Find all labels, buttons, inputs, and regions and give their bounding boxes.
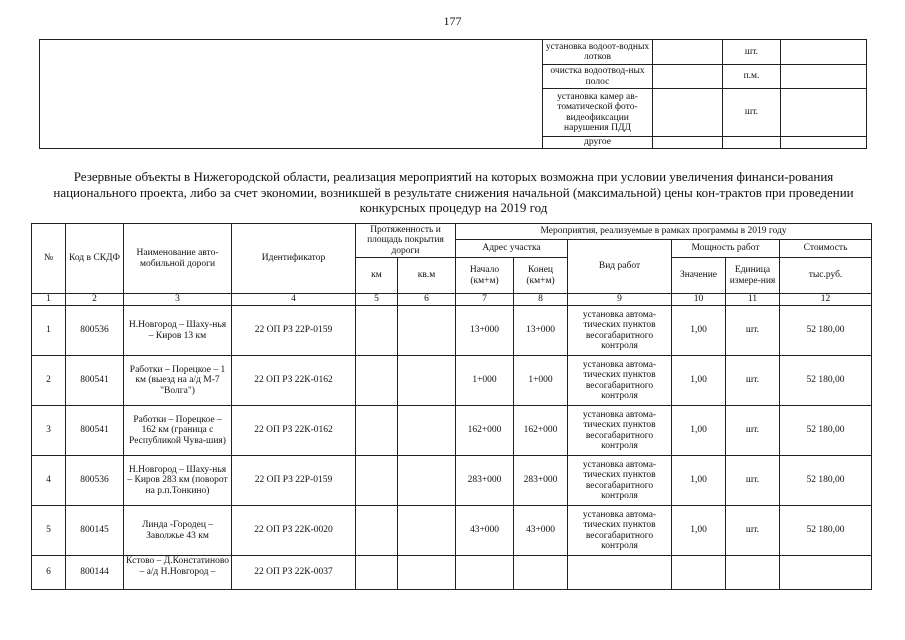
top-work-cell: другое (543, 137, 653, 149)
row-km (356, 506, 398, 556)
table-row (32, 356, 872, 406)
top-cost-cell (781, 65, 867, 89)
row-road-name: Работки – Порецкое – 162 км (граница с Республикой Чува-шия) (124, 406, 232, 456)
row-cost: 52 180,00 (780, 306, 872, 356)
row-road-name: Линда -Городец – Заволжье 43 км (124, 506, 232, 556)
header-end: Конец (км+м) (514, 258, 568, 294)
row-sqm (398, 456, 456, 506)
row-end: 43+000 (514, 506, 568, 556)
row-end: 13+000 (514, 306, 568, 356)
column-number: 9 (568, 294, 672, 306)
row-road-name: Работки – Порецкое – 1 км (выезд на а/д М-7 "Волга") (124, 356, 232, 406)
row-work-type: установка автома-тических пунктов весогабаритного контроля (568, 406, 672, 456)
row-unit: шт. (726, 506, 780, 556)
row-identifier: 22 ОП РЗ 22К-0162 (232, 356, 356, 406)
row-code: 800144 (66, 556, 124, 590)
row-km (356, 356, 398, 406)
row-sqm (398, 506, 456, 556)
row-identifier: 22 ОП РЗ 22К-0037 (232, 556, 356, 590)
row-cost: 52 180,00 (780, 356, 872, 406)
column-number-row (32, 294, 872, 306)
row-cost (780, 556, 872, 590)
header-capacity: Мощность работ (672, 240, 780, 258)
row-code: 800145 (66, 506, 124, 556)
top-work-cell: установка водоот-водных лотков (543, 40, 653, 65)
header-value: Значение (672, 258, 726, 294)
header-cost-unit: тыс.руб. (780, 258, 872, 294)
table-row (32, 506, 872, 556)
table-row (32, 406, 872, 456)
row-work-type: установка автома-тических пунктов весогабаритного контроля (568, 456, 672, 506)
row-num: 1 (32, 306, 66, 356)
column-number: 4 (232, 294, 356, 306)
row-num: 2 (32, 356, 66, 406)
row-num: 4 (32, 456, 66, 506)
top-work-cell: установка камер ав-томатической фото-видеофиксации нарушения ПДД (543, 89, 653, 137)
row-start: 1+000 (456, 356, 514, 406)
top-work-cell: очистка водоотвод-ных полос (543, 65, 653, 89)
top-cost-cell (781, 40, 867, 65)
row-km (356, 456, 398, 506)
row-work-type: установка автома-тических пунктов весогабаритного контроля (568, 506, 672, 556)
column-number: 10 (672, 294, 726, 306)
row-km (356, 556, 398, 590)
row-sqm (398, 356, 456, 406)
row-work-type: установка автома-тических пунктов весогабаритного контроля (568, 306, 672, 356)
objects-table (31, 223, 872, 590)
row-num: 3 (32, 406, 66, 456)
column-number: 1 (32, 294, 66, 306)
row-value: 1,00 (672, 506, 726, 556)
top-table (39, 39, 867, 149)
row-start: 162+000 (456, 406, 514, 456)
column-number: 7 (456, 294, 514, 306)
row-code: 800536 (66, 306, 124, 356)
row-value: 1,00 (672, 406, 726, 456)
top-cost-cell (781, 89, 867, 137)
row-start: 13+000 (456, 306, 514, 356)
header-road-name: Наименование авто-мобильной дороги (124, 224, 232, 294)
row-cost: 52 180,00 (780, 406, 872, 456)
row-sqm (398, 556, 456, 590)
row-km (356, 406, 398, 456)
row-value: 1,00 (672, 306, 726, 356)
row-unit (726, 556, 780, 590)
row-code: 800541 (66, 406, 124, 456)
header-unit: Единица измере-ния (726, 258, 780, 294)
top-value-cell (653, 65, 723, 89)
header-measures: Мероприятия, реализуемые в рамках программы в 2019 году (456, 224, 872, 240)
row-road-name: Н.Новгород – Шаху-нья – Киров 283 км (поворот на р.п.Тонкино) (124, 456, 232, 506)
row-identifier: 22 ОП РЗ 22Р-0159 (232, 456, 356, 506)
table-caption: Резервные объекты в Нижегородской области, реализация мероприятий на которых возможна при условии увеличения финанси-рования национального проекта, либо за счет экономии, возникшей в результате снижения начальной (максимальной) цены кон-трактов при проведении конкурсных процедур на 2019 год (53, 169, 854, 215)
top-unit-cell: шт. (723, 89, 781, 137)
row-work-type (568, 556, 672, 590)
row-end: 1+000 (514, 356, 568, 406)
header-code: Код в СКДФ (66, 224, 124, 294)
header-length: Протяженность и площадь покрытия дороги (356, 224, 456, 258)
row-cost: 52 180,00 (780, 506, 872, 556)
column-number: 3 (124, 294, 232, 306)
row-code: 800541 (66, 356, 124, 406)
row-identifier: 22 ОП РЗ 22К-0020 (232, 506, 356, 556)
header-num: № (32, 224, 66, 294)
row-value (672, 556, 726, 590)
header-start: Начало (км+м) (456, 258, 514, 294)
row-start: 43+000 (456, 506, 514, 556)
top-unit-cell: шт. (723, 40, 781, 65)
row-road-name: Н.Новгород – Шаху-нья – Киров 13 км (124, 306, 232, 356)
top-unit-cell: п.м. (723, 65, 781, 89)
row-sqm (398, 306, 456, 356)
header-cost: Стоимость (780, 240, 872, 258)
row-identifier: 22 ОП РЗ 22К-0162 (232, 406, 356, 456)
row-start (456, 556, 514, 590)
row-sqm (398, 406, 456, 456)
table-row (32, 556, 872, 590)
header-sqm: кв.м (398, 258, 456, 294)
row-end (514, 556, 568, 590)
column-number: 12 (780, 294, 872, 306)
table-row (32, 456, 872, 506)
row-road-name: Кстово – Д.Констатиново – а/д Н.Новгород – (124, 556, 232, 590)
column-number: 2 (66, 294, 124, 306)
row-value: 1,00 (672, 456, 726, 506)
table-row (32, 306, 872, 356)
row-num: 6 (32, 556, 66, 590)
row-unit: шт. (726, 306, 780, 356)
row-end: 283+000 (514, 456, 568, 506)
top-value-cell (653, 40, 723, 65)
top-table-empty-block (40, 40, 543, 149)
top-value-cell (653, 137, 723, 149)
row-num: 5 (32, 506, 66, 556)
top-unit-cell (723, 137, 781, 149)
row-code: 800536 (66, 456, 124, 506)
top-cost-cell (781, 137, 867, 149)
row-cost: 52 180,00 (780, 456, 872, 506)
row-work-type: установка автома-тических пунктов весогабаритного контроля (568, 356, 672, 406)
header-address: Адрес участка (456, 240, 568, 258)
row-unit: шт. (726, 456, 780, 506)
header-km: км (356, 258, 398, 294)
row-start: 283+000 (456, 456, 514, 506)
row-km (356, 306, 398, 356)
column-number: 11 (726, 294, 780, 306)
column-number: 8 (514, 294, 568, 306)
row-identifier: 22 ОП РЗ 22Р-0159 (232, 306, 356, 356)
row-end: 162+000 (514, 406, 568, 456)
header-identifier: Идентификатор (232, 224, 356, 294)
row-value: 1,00 (672, 356, 726, 406)
column-number: 6 (398, 294, 456, 306)
column-number: 5 (356, 294, 398, 306)
page-number: 177 (443, 14, 462, 28)
header-work-type: Вид работ (568, 240, 672, 294)
row-unit: шт. (726, 406, 780, 456)
row-unit: шт. (726, 356, 780, 406)
top-value-cell (653, 89, 723, 137)
